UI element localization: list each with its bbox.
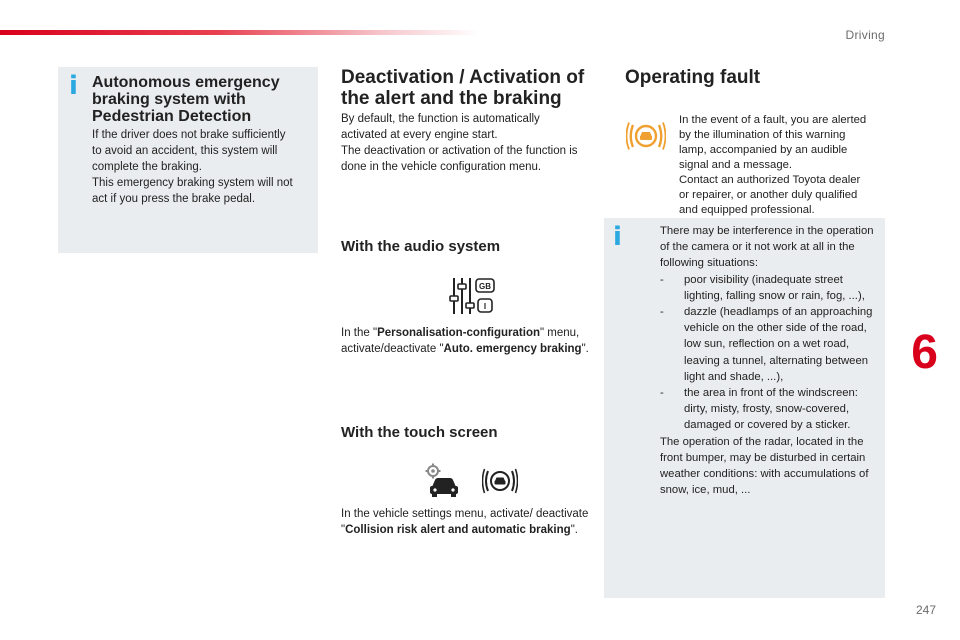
warning-lamp-icon bbox=[626, 118, 666, 154]
badge-gb: GB bbox=[479, 282, 491, 291]
audio-settings-icon bbox=[449, 276, 495, 316]
fault-description: In the event of a fault, you are alerted by the illumination of this warning lamp, accompanied by an audible signal and a message. Contact an authorized Toyota dealer or repairer, or another duly qualified and equipped professional. bbox=[679, 114, 867, 216]
list-item: - dazzle (headlamps of an approaching vehicle on the other side of the road, low sun, reflection on a wet road, leaving a tunnel, alternating between light and shade, ...), bbox=[660, 306, 873, 383]
operating-fault-title: Operating fault bbox=[625, 67, 761, 88]
chapter-number: 6 bbox=[911, 326, 938, 379]
deactivation-intro: By default, the function is automatically activated at every engine start. The deactivation or activation of the function is done in the vehicle configuration menu. bbox=[341, 113, 578, 173]
page-number: 247 bbox=[915, 603, 936, 617]
sliders-icon bbox=[449, 276, 495, 316]
interference-note: There may be interference in the operation of the camera or it not work at all in the following situations: - poor visibility (inadequate street lighting, falling snow or rain, fog, ...), - dazzle (headlamps of an approaching vehicle on the other side of the road, low sun, reflection on a wet road, leaving a tunnel, alternating between light and shade, ...), - the area in front of the windscreen: dirty, misty, frosty, snow-covered, damaged or covered by a sticker. The operation of the radar, located in the front bumper, may be disturbed in certain weather conditions: with accumulations of snow, ice, mud, ... bbox=[660, 223, 882, 498]
section-label: Driving bbox=[845, 28, 885, 42]
info-box-right bbox=[604, 218, 885, 598]
info-icon: i bbox=[69, 71, 78, 101]
box-title: Autonomous emergency braking system with Pedestrian Detection bbox=[92, 74, 280, 125]
audio-system-heading: With the audio system bbox=[341, 238, 501, 255]
deactivation-title: Deactivation / Activation of the alert and the braking bbox=[341, 67, 585, 109]
list-item: - poor visibility (inadequate street lighting, falling snow or rain, fog, ...), bbox=[660, 273, 865, 302]
info-icon: i bbox=[613, 222, 622, 252]
interference-list bbox=[660, 272, 882, 434]
vehicle-settings-icon bbox=[424, 463, 460, 499]
warning-lamp-amber-icon bbox=[626, 118, 666, 154]
collision-alert-icon bbox=[482, 465, 518, 497]
brake-warning-icon bbox=[482, 465, 518, 497]
audio-instructions: In the "Personalisation-configuration" menu, activate/deactivate "Auto. emergency braking". bbox=[341, 327, 589, 355]
header-accent-bar bbox=[0, 30, 480, 35]
touch-instructions: In the vehicle settings menu, activate/ deactivate "Collision risk alert and automatic braking". bbox=[341, 508, 589, 536]
touch-screen-heading: With the touch screen bbox=[341, 424, 498, 441]
box-body: If the driver does not brake sufficiently to avoid an accident, this system will complete the braking. This emergency braking system will not act if you press the brake pedal. bbox=[92, 129, 293, 205]
badge-i: I bbox=[483, 302, 487, 311]
car-settings-icon bbox=[424, 463, 460, 499]
info-box-left bbox=[58, 67, 318, 253]
list-item: - the area in front of the windscreen: dirty, misty, frosty, snow-covered, damaged or covered by a sticker. bbox=[660, 387, 858, 432]
